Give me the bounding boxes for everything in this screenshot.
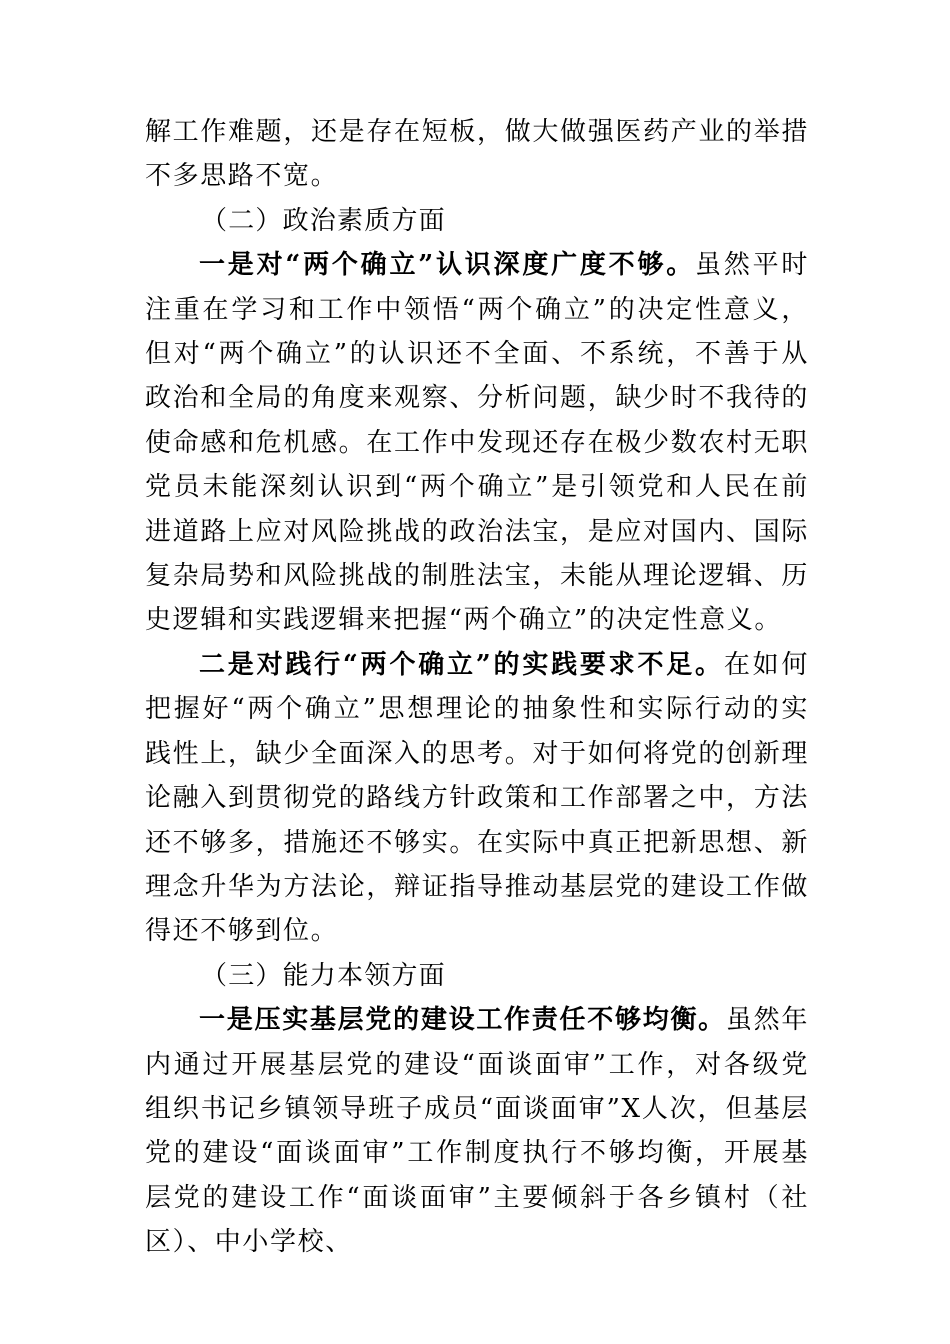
section-heading-ability: （三）能力本领方面 <box>201 960 446 991</box>
paragraph-body: 在如何把握好“两个确立”思想理论的抽象性和实际行动的实践性上，缺少全面深入的思考。对于如何将党的创新理论融入到贯彻党的路线方针政策和工作部署之中，方法还不够多，措施还不够实。在实际中真正把新思想、新理念升华为方法论，辩证指导推动基层党的建设工作做得还不够到位。 <box>145 649 809 947</box>
paragraph-body: 虽然平时注重在学习和工作中领悟“两个确立”的决定性意义，但对“两个确立”的认识还不全面、不系统，不善于从政治和全局的角度来观察、分析问题，缺少时不我待的使命感和危机感。在工作中发现还存在极少数农村无职党员未能深刻认识到“两个确立”是引领党和人民在前进道路上应对风险挑战的政治法宝，是应对国内、国际复杂局势和风险挑战的制胜法宝，未能从理论逻辑、历史逻辑和实践逻辑来把握“两个确立”的决定性意义。 <box>145 250 810 636</box>
paragraph-two-establishments-practice <box>145 643 809 954</box>
section-heading-political-quality: （二）政治素质方面 <box>201 205 446 236</box>
paragraph-two-establishments-understanding <box>145 243 809 643</box>
continuation-paragraph: 解工作难题，还是存在短板，做大做强医药产业的举措不多思路不宽。 <box>145 117 809 192</box>
paragraph-lead: 二是对践行“两个确立”的实践要求不足。 <box>199 649 724 680</box>
paragraph-party-building-responsibility <box>145 998 809 1264</box>
paragraph-lead: 一是压实基层党的建设工作责任不够均衡。 <box>199 1005 726 1036</box>
paragraph-lead: 一是对“两个确立”认识深度广度不够。 <box>199 250 696 281</box>
text-column <box>145 110 809 1265</box>
paragraph-body: 虽然年内通过开展基层党的建设“面谈面审”工作，对各级党组织书记乡镇领导班子成员“面谈面审”X人次，但基层党的建设“面谈面审”工作制度执行不够均衡，开展基层党的建设工作“面谈面审”主要倾斜于各乡镇村（社区）、中小学校、 <box>145 1005 810 1258</box>
